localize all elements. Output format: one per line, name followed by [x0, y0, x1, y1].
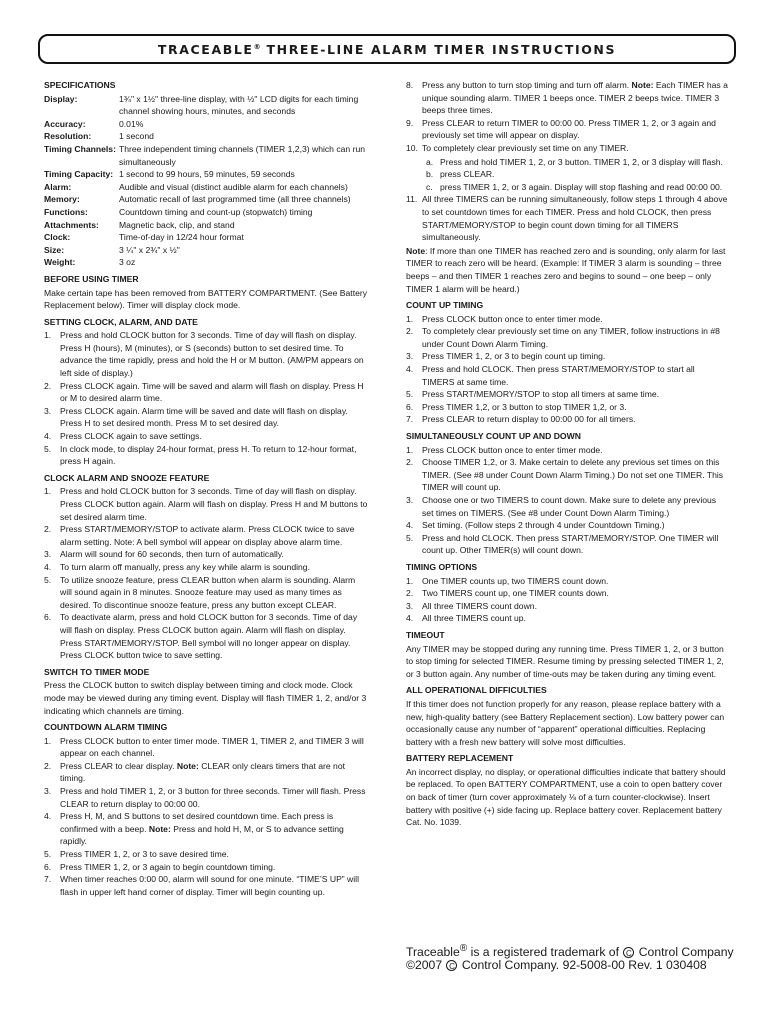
step-text: In clock mode, to display 24-hour format, press H. To return to 12-hour format, press H again.	[60, 443, 357, 467]
spec-label: Display:	[44, 93, 78, 104]
step-number: 2.	[44, 760, 52, 771]
step-item	[406, 363, 728, 388]
switch-mode-text: Press the CLOCK button to switch display between timing and clock mode. Clock mode may be viewed during any timing event. Display will flash TIMER 1, 2, and/or 3 indicating which channels are timing.	[44, 680, 367, 716]
timing-options-steps	[406, 575, 728, 625]
step-item	[44, 380, 368, 405]
copyright-text: Control Company. 92-5008-00 Rev. 1 030408	[458, 958, 707, 972]
step-item	[406, 388, 728, 401]
step-item	[406, 612, 728, 625]
step-number: 5.	[406, 532, 414, 543]
spec-label: Memory:	[44, 194, 80, 205]
step-number: 4.	[406, 613, 414, 624]
step-number: 5.	[44, 574, 52, 585]
registered-mark: ®	[459, 943, 468, 954]
step-text: Press and hold CLOCK button for 3 seconds. Time of day will flash on display. Press H (hours), M (minutes), or S (seconds) button to set desired time. To advance the time rapidly, press and hold the H or M button. (AM/PM appears on left side of display.)	[60, 330, 364, 379]
spec-label: Attachments:	[44, 219, 99, 230]
company-logo-icon: C	[446, 960, 457, 971]
step-text: Press TIMER 1, 2, or 3 again to begin countdown timing.	[60, 861, 276, 872]
step-text: Press TIMER 1,2, or 3 button to stop TIMER 1,2, or 3.	[422, 401, 627, 412]
step-item	[406, 325, 728, 350]
spec-row	[44, 193, 368, 206]
step-number: 3.	[44, 549, 52, 560]
step-text: When timer reaches 0:00 00, alarm will sound for one minute. “TIME’S UP” will flash in upper left hand corner of display. Timer will begin counting up.	[60, 874, 359, 897]
spec-row	[44, 256, 368, 269]
step-text: Press and hold CLOCK. Then press START/MEMORY/STOP. One TIMER will count up. Other TIMER(s) will count down.	[422, 532, 719, 556]
countdown-note-text: : If more than one TIMER has reached zero and is sounding, only alarm for last TIMER to reach zero will be heard. (Example: If TIMER 3 alarm is sounding – three beeps – and then TIMER 1 reaches zero and begins to sound – one beep – only TIMER 1 alarm will be heard.)	[406, 245, 726, 294]
step-number: 2.	[44, 524, 52, 535]
step-text: Press and hold H, M, or S to advance setting rapidly.	[60, 823, 344, 847]
countdown-step-11	[406, 193, 728, 243]
step-item	[44, 873, 368, 898]
spec-row	[44, 231, 368, 244]
step-text: Press TIMER 1, 2, or 3 to save desired time.	[60, 849, 229, 860]
step-item	[44, 810, 368, 848]
step-item	[406, 494, 728, 519]
spec-label: Weight:	[44, 257, 76, 268]
spec-value: Three independent timing channels (TIMER 1,2,3) which can run simultaneously	[119, 143, 366, 167]
simultaneous-heading: SIMULTANEOUSLY COUNT UP AND DOWN	[406, 431, 581, 442]
spec-label: Size:	[44, 244, 65, 255]
step-text: All three TIMERS count down.	[422, 600, 537, 611]
step-item	[44, 735, 368, 760]
step-item	[44, 523, 368, 548]
count-up-heading: COUNT UP TIMING	[406, 300, 484, 311]
step-item	[44, 561, 368, 574]
step-number: 8.	[406, 80, 414, 90]
step-number: 1.	[44, 735, 52, 746]
step-item	[406, 575, 728, 588]
step-number: 1.	[406, 313, 414, 324]
spec-value: 1 second	[119, 131, 154, 142]
spec-row	[44, 206, 368, 219]
step-number: 2.	[44, 380, 52, 391]
step-number: 7.	[406, 414, 414, 425]
spec-row	[44, 219, 368, 232]
step-item	[44, 405, 368, 430]
step-item	[44, 485, 368, 523]
step-number: 1.	[44, 330, 52, 341]
step-item	[406, 181, 728, 194]
step-text: One TIMER counts up, two TIMERS count down.	[422, 575, 609, 586]
step-number: 6.	[406, 401, 414, 412]
trademark-company: Control Company	[635, 945, 734, 960]
spec-value: 3 oz	[119, 257, 136, 268]
spec-row	[44, 181, 368, 194]
step-item	[406, 117, 728, 142]
step-text: Press CLEAR to return display to 00:00 00 for all timers.	[422, 414, 636, 425]
step-number: 3.	[44, 786, 52, 797]
spec-row	[44, 130, 368, 143]
step-text: press CLEAR.	[440, 169, 495, 180]
spec-value: 0.01%	[119, 118, 144, 129]
spec-label: Timing Channels:	[44, 143, 116, 154]
spec-row	[44, 118, 368, 131]
step-text: Press CLOCK again to save settings.	[60, 431, 202, 442]
step-text: To deactivate alarm, press and hold CLOCK button for 3 seconds. Time of day will flash on display. Press CLOCK button again. Alarm will flash on display. Press START/MEMORY/STOP. Bell symbol will no longer appear on display. Press CLOCK button twice to save setting.	[60, 612, 358, 661]
step-text: To utilize snooze feature, press CLEAR button when alarm is sounding. Alarm will sound again in 8 minutes. Snooze feature may used as many times as desired. To discontinue snooze feature, press any button except CLEAR.	[60, 574, 356, 610]
step-text: Two TIMERS count up, one TIMER counts down.	[422, 588, 609, 599]
step-number: a.	[426, 156, 434, 167]
step-text: Choose one or two TIMERS to count down. Make sure to delete any previous set times on TIMERS. (See #8 under Count Down Alarm Timing.)	[422, 495, 717, 518]
step-number: 1.	[406, 444, 414, 455]
step-number: 3.	[406, 600, 414, 611]
setting-clock-heading: SETTING CLOCK, ALARM, AND DATE	[44, 316, 198, 327]
step-item	[406, 168, 728, 181]
step-number: 11.	[406, 194, 418, 205]
step-text: Press CLEAR to clear display.	[60, 760, 177, 771]
countdown-steps-right	[406, 79, 728, 155]
step-text: Press TIMER 1, 2, or 3 to begin count up timing.	[422, 351, 606, 362]
step-item	[44, 785, 368, 810]
step-number: 4.	[44, 561, 52, 572]
countdown-steps-left	[44, 735, 368, 899]
spec-label: Accuracy:	[44, 118, 86, 129]
spec-row	[44, 244, 368, 257]
left-column	[44, 79, 368, 899]
step-item	[406, 444, 728, 457]
step-text: Press CLOCK button once to enter timer mode.	[422, 313, 603, 324]
step-number: 5.	[44, 443, 52, 454]
spec-value: 1 second to 99 hours, 59 minutes, 59 seconds	[119, 169, 295, 180]
spec-label: Resolution:	[44, 131, 92, 142]
step-text: Press CLOCK again. Time will be saved and alarm will flash on display. Press H or M to desired alarm time.	[60, 380, 364, 404]
step-number: 6.	[44, 861, 52, 872]
step-number: 4.	[406, 364, 414, 375]
step-item	[44, 848, 368, 861]
step-text: press TIMER 1, 2, or 3 again. Display will stop flashing and read 00:00 00.	[440, 181, 723, 192]
spec-value: Countdown timing and count-up (stopwatch) timing	[119, 206, 313, 217]
step-number: 5.	[406, 389, 414, 400]
spec-row	[44, 143, 368, 168]
page-title: TRACEABLE® THREE-LINE ALARM TIMER INSTRUCTIONS	[157, 41, 617, 57]
specifications-heading: SPECIFICATIONS	[44, 80, 116, 90]
spec-label: Timing Capacity:	[44, 169, 114, 180]
trademark-brand: Traceable	[406, 945, 460, 960]
step-item	[44, 861, 368, 874]
step-number: 2.	[406, 326, 414, 337]
step-text: CLEAR only clears timers that are not timing.	[60, 760, 345, 784]
spec-label: Functions:	[44, 206, 88, 217]
step-item	[44, 443, 368, 468]
step-item	[406, 413, 728, 426]
spec-value: Audible and visual (distinct audible alarm for each channels)	[119, 181, 348, 192]
step-item	[406, 313, 728, 326]
step-number: 4.	[44, 431, 52, 442]
step-number: 7.	[44, 874, 52, 885]
step-text: Press CLOCK button once to enter timer mode.	[422, 444, 603, 455]
spec-value: Magnetic back, clip, and stand	[119, 219, 235, 230]
battery-text: An incorrect display, no display, or operational difficulties indicate that battery should be replaced. To open BATTERY COMPARTMENT, use a coin to open battery cover on back of timer (turn cover approximately ⅛ of a turn counter-clockwise). Insert battery with positive (+) side facing up. Replace battery cover. Replacement battery Cat. No. 1039.	[406, 766, 726, 828]
countdown-note	[406, 245, 728, 295]
clock-alarm-heading: CLOCK ALARM AND SNOOZE FEATURE	[44, 472, 210, 483]
step-item	[406, 587, 728, 600]
spec-row	[44, 93, 368, 118]
step-item	[406, 456, 728, 494]
step-text: Press and hold TIMER 1, 2, or 3 button for three seconds. Timer will flash. Press CLEAR to return display to 00:00 00.	[60, 786, 366, 809]
step-text: Press CLOCK button to enter timer mode. TIMER 1, TIMER 2, and TIMER 3 will appear on each channel.	[60, 735, 364, 759]
countdown-heading: COUNTDOWN ALARM TIMING	[44, 722, 168, 733]
step-text: Press and hold CLOCK button for 3 seconds. Time of day will flash on display. Press CLOCK button again. Alarm will flash on display. Press H and M buttons to set desired alarm time.	[60, 486, 368, 522]
copyright-line	[406, 958, 736, 973]
step-item	[44, 611, 368, 661]
step-text: Set timing. (Follow steps 2 through 4 under Countdown Timing.)	[422, 520, 665, 531]
timing-options-heading: TIMING OPTIONS	[406, 561, 478, 572]
step-item	[44, 760, 368, 785]
spec-row	[44, 168, 368, 181]
step-number: 2.	[406, 588, 414, 599]
simultaneous-steps	[406, 444, 728, 557]
battery-heading: BATTERY REPLACEMENT	[406, 753, 514, 764]
difficulties-heading: ALL OPERATIONAL DIFFICULTIES	[406, 685, 547, 696]
timeout-text: Any TIMER may be stopped during any running time. Press TIMER 1, 2, or 3 button to stop timing for selected TIMER. Resume timing by pressing selected TIMER 1, 2, or 3 button again. Any number of time-outs may be taken during any timing event.	[406, 643, 724, 679]
spec-value: Automatic recall of last programmed time (all three channels)	[119, 194, 351, 205]
count-up-steps	[406, 313, 728, 426]
step-number: 3.	[406, 495, 414, 505]
step-number: 6.	[44, 612, 52, 623]
spec-value: 3 ¼" x 2¾" x ½"	[119, 244, 180, 255]
step-item	[406, 350, 728, 363]
step-item	[406, 156, 728, 169]
step-number: 9.	[406, 117, 414, 128]
step-number: 1.	[406, 575, 414, 586]
step-item	[406, 142, 728, 155]
step-item	[44, 548, 368, 561]
clock-alarm-steps	[44, 485, 368, 661]
step-number: 4.	[44, 811, 52, 822]
step-text: Press START/MEMORY/STOP to stop all timers at same time.	[422, 389, 660, 400]
timeout-heading: TIMEOUT	[406, 629, 445, 640]
spec-label: Alarm:	[44, 181, 72, 192]
spec-label: Clock:	[44, 232, 71, 243]
step-text: Press any button to turn stop timing and turn off alarm.	[422, 80, 632, 90]
step-item	[44, 430, 368, 443]
spec-value: Time-of-day in 12/24 hour format	[119, 232, 244, 243]
step-item	[44, 329, 368, 379]
difficulties-text: If this timer does not function properly for any reason, please replace battery with a new, high-quality battery (see Battery Replacement section). Low battery power can occasionally cause any number of “apparent” operational difficulties. Replacing battery with a fresh new battery will solve most difficulties.	[406, 698, 725, 747]
step-number: 3.	[406, 351, 414, 362]
setting-clock-steps	[44, 329, 368, 468]
before-using-text: Make certain tape has been removed from BATTERY COMPARTMENT. (See Battery Replacement below). Timer will display clock mode.	[44, 287, 368, 311]
step-text: Press and hold CLOCK. Then press START/MEMORY/STOP to start all TIMERS at same time.	[422, 364, 695, 387]
step-number: 3.	[44, 405, 52, 416]
step-item	[406, 532, 728, 557]
step-number: 2.	[406, 457, 414, 468]
step-item	[406, 600, 728, 613]
trademark-text: is a registered trademark of	[467, 945, 623, 960]
step-item	[406, 193, 728, 243]
countdown-substeps	[406, 156, 728, 194]
step-text: Press START/MEMORY/STOP to activate alarm. Press CLOCK twice to save alarm setting. Note: A bell symbol will appear on display above alarm time.	[60, 524, 355, 547]
step-item	[44, 574, 368, 612]
step-number: c.	[426, 181, 433, 192]
step-text: To completely clear previously set time on any TIMER.	[422, 142, 629, 153]
step-number: 4.	[406, 520, 414, 531]
company-logo-icon: C	[623, 947, 634, 958]
step-number: 1.	[44, 486, 52, 497]
step-text: Each TIMER has a unique sounding alarm. TIMER 1 beeps once. TIMER 2 beeps twice. TIMER 3 beeps three times.	[422, 80, 728, 116]
title-banner	[38, 34, 736, 64]
step-text: Alarm will sound for 60 seconds, then turn of automatically.	[60, 549, 284, 560]
step-text: Choose TIMER 1,2, or 3. Make certain to delete any previous set times on this TIMER. (See #8 under Count Down Alarm Timing.) Do not set one TIMER. This TIMER will count up.	[422, 457, 724, 493]
step-text: All three TIMERS count up.	[422, 613, 526, 624]
step-number: b.	[426, 169, 434, 180]
step-number: 5.	[44, 849, 52, 860]
before-using-heading: BEFORE USING TIMER	[44, 273, 139, 284]
step-text: All three TIMERS can be running simultaneously, follow steps 1 through 4 above to set countdown times for each TIMER. Press and hold CLOCK, then press START/MEMORY/STOP to begin count down timing for all TIMERS simultaneously.	[422, 194, 728, 243]
step-note-label: Note:	[176, 760, 199, 771]
step-text: Press CLEAR to return TIMER to 00:00 00. Press TIMER 1, 2, or 3 again and previously set time will appear on display.	[422, 117, 716, 141]
step-text: Press CLOCK again. Alarm time will be saved and date will flash on display. Press H to set desired month. Press M to set desired day.	[60, 405, 348, 429]
countdown-note-label: Note	[406, 245, 426, 256]
right-column	[406, 79, 728, 830]
step-text: To completely clear previously set time on any TIMER, follow instructions in #8 under Count Down Alarm Timing.	[422, 326, 720, 349]
step-number: 10.	[406, 142, 418, 153]
step-text: Press and hold TIMER 1, 2, or 3 button. TIMER 1, 2, or 3 display will flash.	[440, 156, 723, 167]
spec-value: 1¾" x 1½" three-line display, with ½" LCD digits for each timing channel showing hours, minutes, and seconds	[119, 93, 359, 117]
step-note-label: Note:	[148, 823, 171, 834]
specifications-table	[44, 93, 368, 269]
step-text: Press H, M, and S buttons to set desired countdown time. Each press is confirmed with a beep.	[60, 811, 334, 834]
copyright-year: ©2007	[406, 958, 446, 972]
step-item	[406, 401, 728, 414]
step-note-label: Note:	[631, 80, 654, 90]
switch-mode-heading: SWITCH TO TIMER MODE	[44, 666, 150, 677]
step-item	[406, 79, 728, 117]
step-item	[406, 519, 728, 532]
step-text: To turn alarm off manually, press any key while alarm is sounding.	[60, 561, 310, 572]
